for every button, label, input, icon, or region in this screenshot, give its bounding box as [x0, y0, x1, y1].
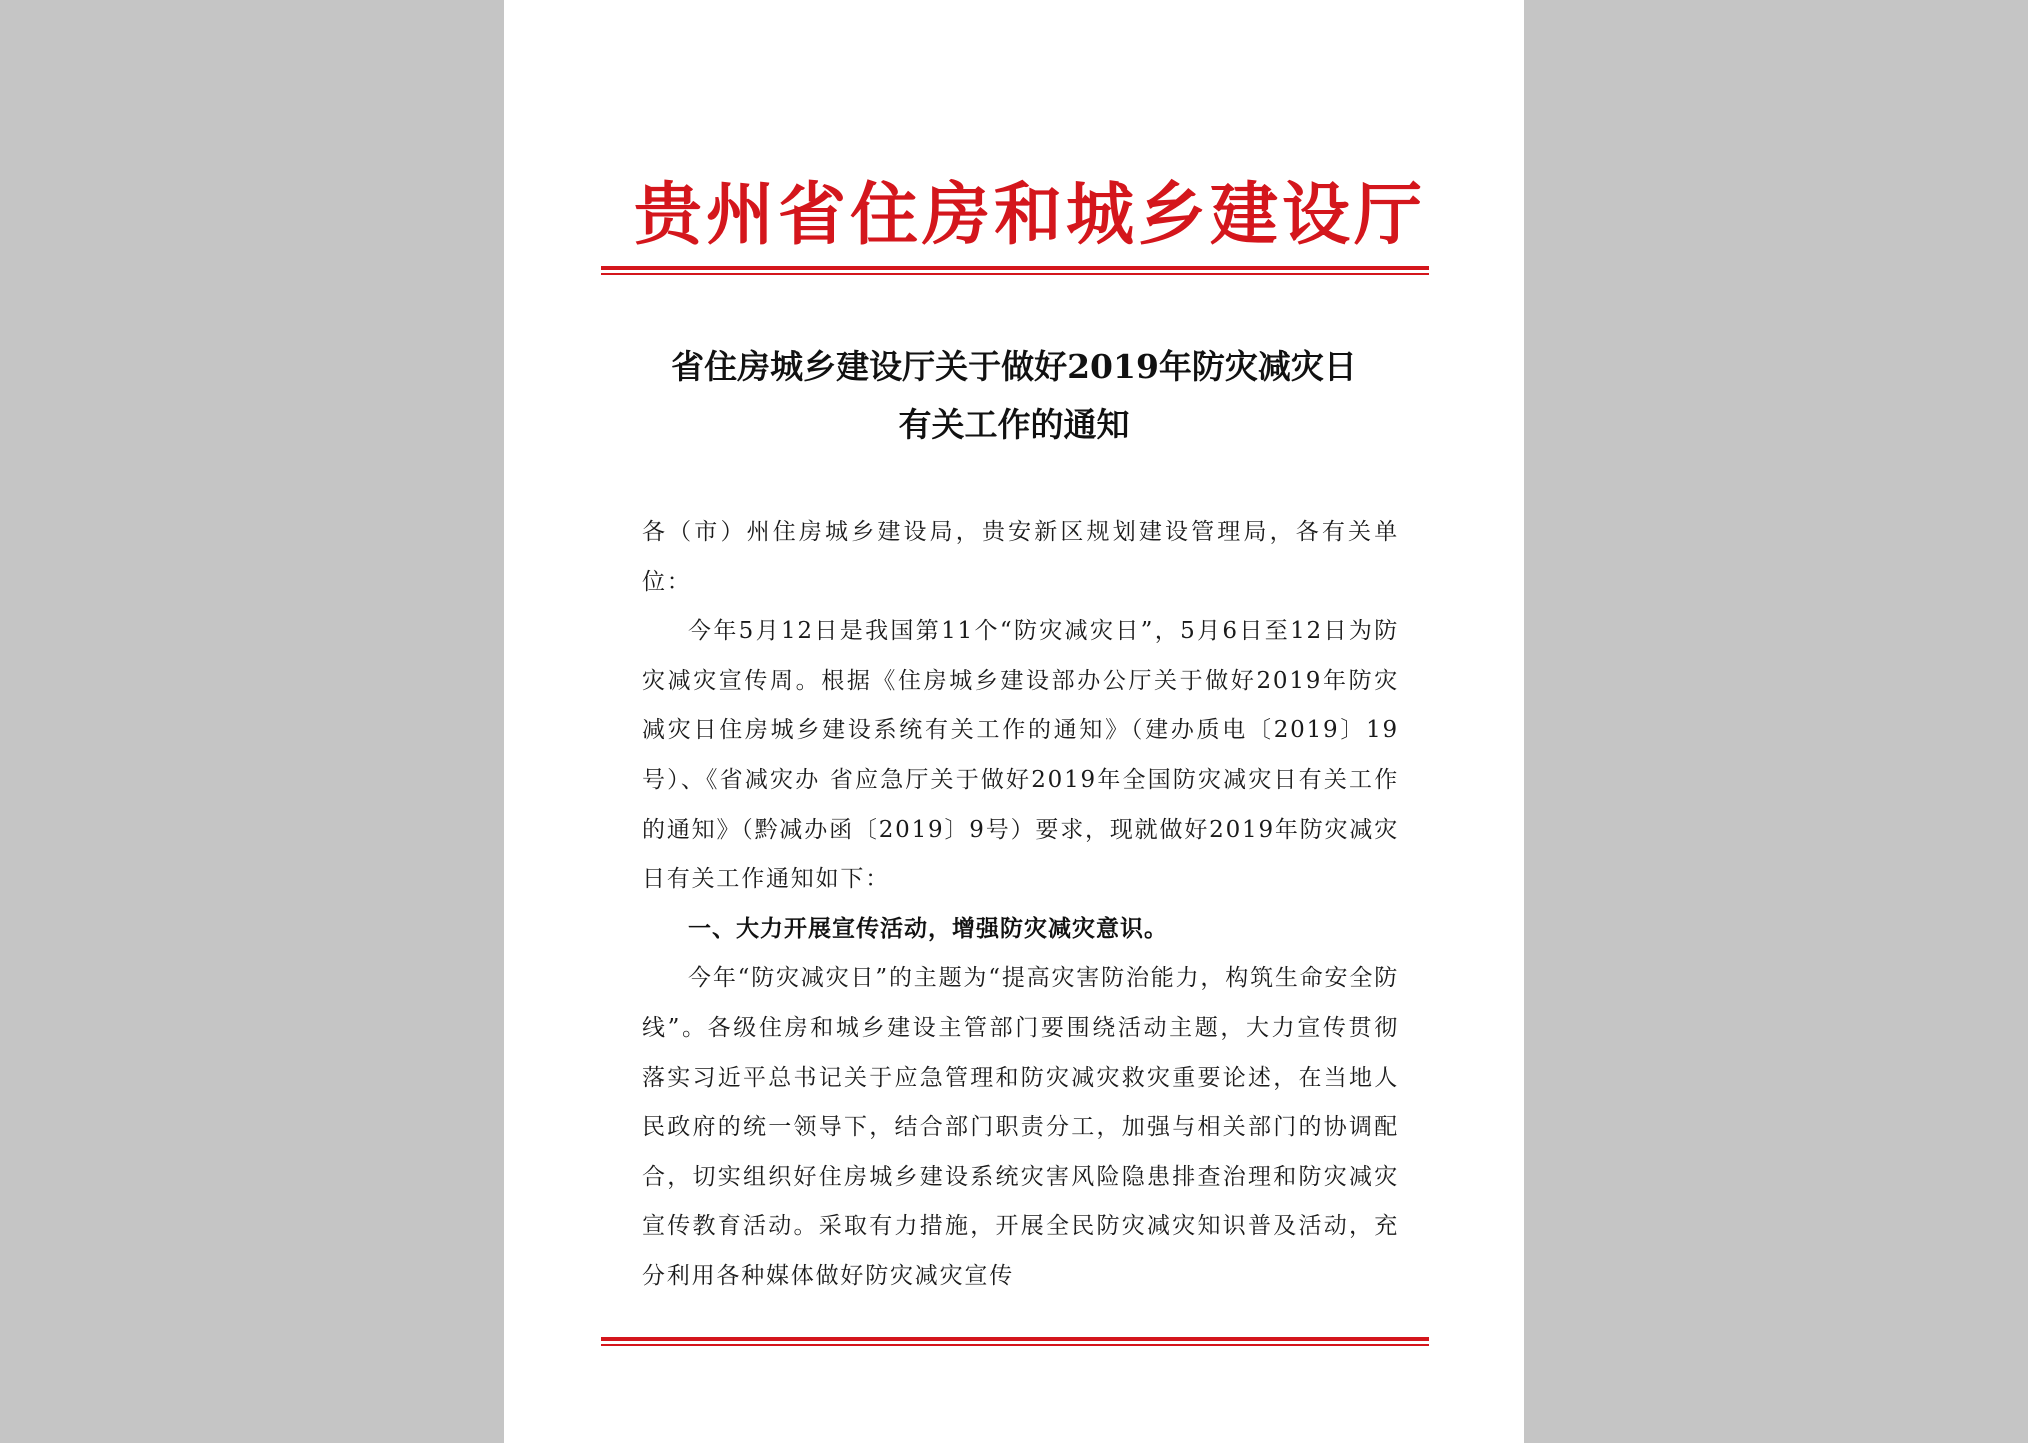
section-1-paragraph: 今年“防灾减灾日”的主题为“提高灾害防治能力，构筑生命安全防线”。各级住房和城乡建设主管部门要围绕活动主题，大力宣传贯彻落实习近平总书记关于应急管理和防灾减灾救灾重要论述，在当地人民政府的统一领导下，结合部门职责分工，加强与相关部门的协调配合，切实组织好住房城乡建设系统灾害风险隐患排查治理和防灾减灾宣传教育活动。采取有力措施，开展全民防灾减灾知识普及活动，充分利用各种媒体做好防灾减灾宣传	[642, 965, 1399, 1289]
section-heading-1: 一、大力开展宣传活动，增强防灾减灾意识。	[688, 915, 1168, 942]
document-page	[504, 0, 1524, 1443]
document-title	[614, 338, 1414, 454]
masthead-rule-thick	[601, 266, 1429, 270]
document-title-line-1: 省住房城乡建设厅关于做好2019年防灾减灾日	[671, 347, 1357, 386]
document-title-line-2: 有关工作的通知	[898, 405, 1130, 444]
footer-rule-thick	[601, 1337, 1429, 1341]
addressee: 各（市）州住房城乡建设局，贵安新区规划建设管理局，各有关单位：	[642, 519, 1399, 595]
masthead-title: 贵州省住房和城乡建设厅	[634, 175, 1427, 255]
intro-paragraph: 今年5月12日是我国第11个“防灾减灾日”，5月6日至12日为防灾减灾宣传周。根据《住房城乡建设部办公厅关于做好2019年防灾减灾日住房城乡建设系统有关工作的通知》（建办质电〔2019〕19号）、《省减灾办 省应急厅关于做好2019年全国防灾减灾日有关工作的通知》（黔减办函〔2019〕9号）要求，现就做好2019年防灾减灾日有关工作通知如下：	[642, 618, 1399, 893]
footer-rule-thin	[601, 1344, 1429, 1346]
document-body	[642, 508, 1399, 1302]
masthead-rule-thin	[601, 273, 1429, 275]
